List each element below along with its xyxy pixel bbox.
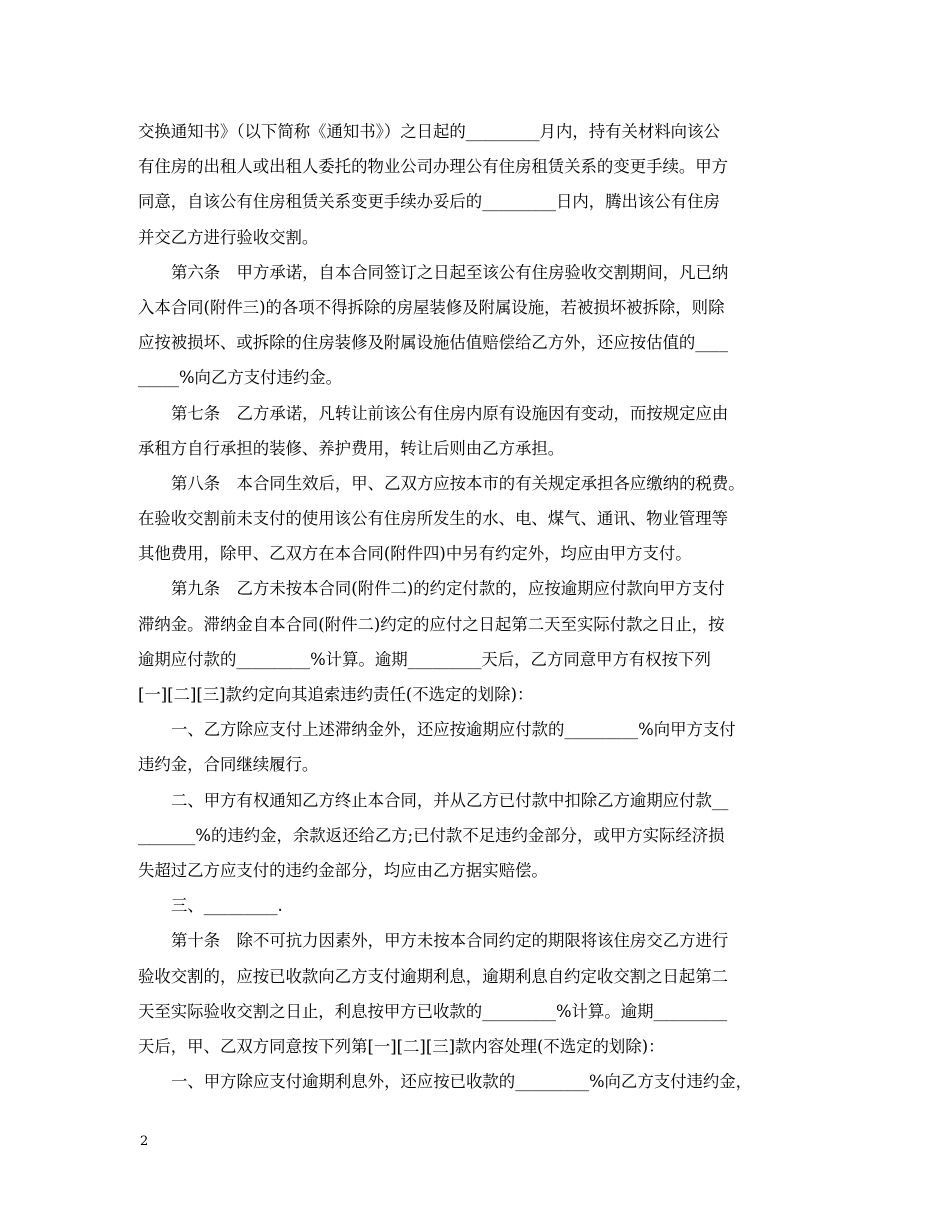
text-line: 滞纳金。滞纳金自本合同(附件二)约定的应付之日起第二天至实际付款之日止，按: [138, 614, 725, 634]
text-line: 失超过乙方应支付的违约金部分，均应由乙方据实赔偿。: [138, 860, 548, 880]
text-line: 第七条 乙方承诺，凡转让前该公有住房内原有设施因有变动，而按规定应由: [171, 403, 729, 423]
text-line: 天后，甲、乙双方同意按下列第[一][二][三]款内容处理(不选定的划除)：: [138, 1036, 665, 1056]
text-line: 三、_________.: [171, 896, 283, 916]
text-line: 天至实际验收交割之日止，利息按甲方已收款的_________%计算。逾期_________: [138, 1001, 728, 1021]
page-number: 2: [140, 1134, 149, 1149]
text-line: 第十条 除不可抗力因素外，甲方未按本合同约定的期限将该住房交乙方进行: [171, 931, 729, 951]
text-line: 交换通知书》（以下简称《通知书》）之日起的_________月内，持有关材料向该公: [138, 122, 720, 141]
text-line: 应按被损坏、或拆除的住房装修及附属设施估值赔偿给乙方外，还应按估值的____: [138, 333, 729, 353]
text-line: _____%向乙方支付违约金。: [138, 368, 343, 388]
text-line: 在验收交割前未支付的使用该公有住房所发生的水、电、煤气、通讯、物业管理等: [138, 509, 729, 529]
text-line: 有住房的出租人或出租人委托的物业公司办理公有住房租赁关系的变更手续。甲方: [138, 157, 729, 177]
text-line: 同意，自该公有住房租赁关系变更手续办妥后的_________日内，腾出该公有住房: [138, 192, 720, 212]
text-line: 违约金，合同继续履行。: [138, 755, 319, 775]
text-line: 一、甲方除应支付逾期利息外，还应按已收款的_________%向乙方支付违约金，: [171, 1072, 753, 1092]
text-line: 并交乙方进行验收交割。: [138, 227, 319, 247]
contract-body-text: [138, 114, 814, 1099]
text-line: 逾期应付款的_________%计算。逾期_________天后，乙方同意甲方有权按下列: [138, 649, 711, 669]
text-line: 第八条 本合同生效后，甲、乙双方应按本市的有关规定承担各应缴纳的税费。: [171, 473, 745, 493]
text-line: 第六条 甲方承诺，自本合同签订之日起至该公有住房验收交割期间，凡已纳: [171, 262, 729, 282]
text-line: [一][二][三]款约定向其追索违约责任(不选定的划除)：: [138, 685, 534, 704]
text-line: 二、甲方有权通知乙方终止本合同，并从乙方已付款中扣除乙方逾期应付款__: [171, 790, 729, 810]
text-line: 入本合同(附件三)的各项不得拆除的房屋装修及附属设施，若被损坏被拆除，则除: [138, 297, 725, 317]
text-line: 承租方自行承担的装修、养护费用，转让后则由乙方承担。: [138, 438, 565, 458]
text-line: 其他费用，除甲、乙双方在本合同(附件四)中另有约定外，均应由甲方支付。: [138, 544, 692, 564]
text-line: 第九条 乙方未按本合同(附件二)的约定付款的，应按逾期应付款向甲方支付: [171, 579, 725, 599]
text-line: 一、乙方除应支付上述滞纳金外，还应按逾期应付款的_________%向甲方支付: [171, 720, 736, 740]
text-line: 验收交割的，应按已收款向乙方支付逾期利息，逾期利息自约定收交割之日起第二: [138, 966, 729, 986]
text-line: _______%的违约金，余款返还给乙方;已付款不足违约金部分，或甲方实际经济损: [138, 825, 725, 845]
